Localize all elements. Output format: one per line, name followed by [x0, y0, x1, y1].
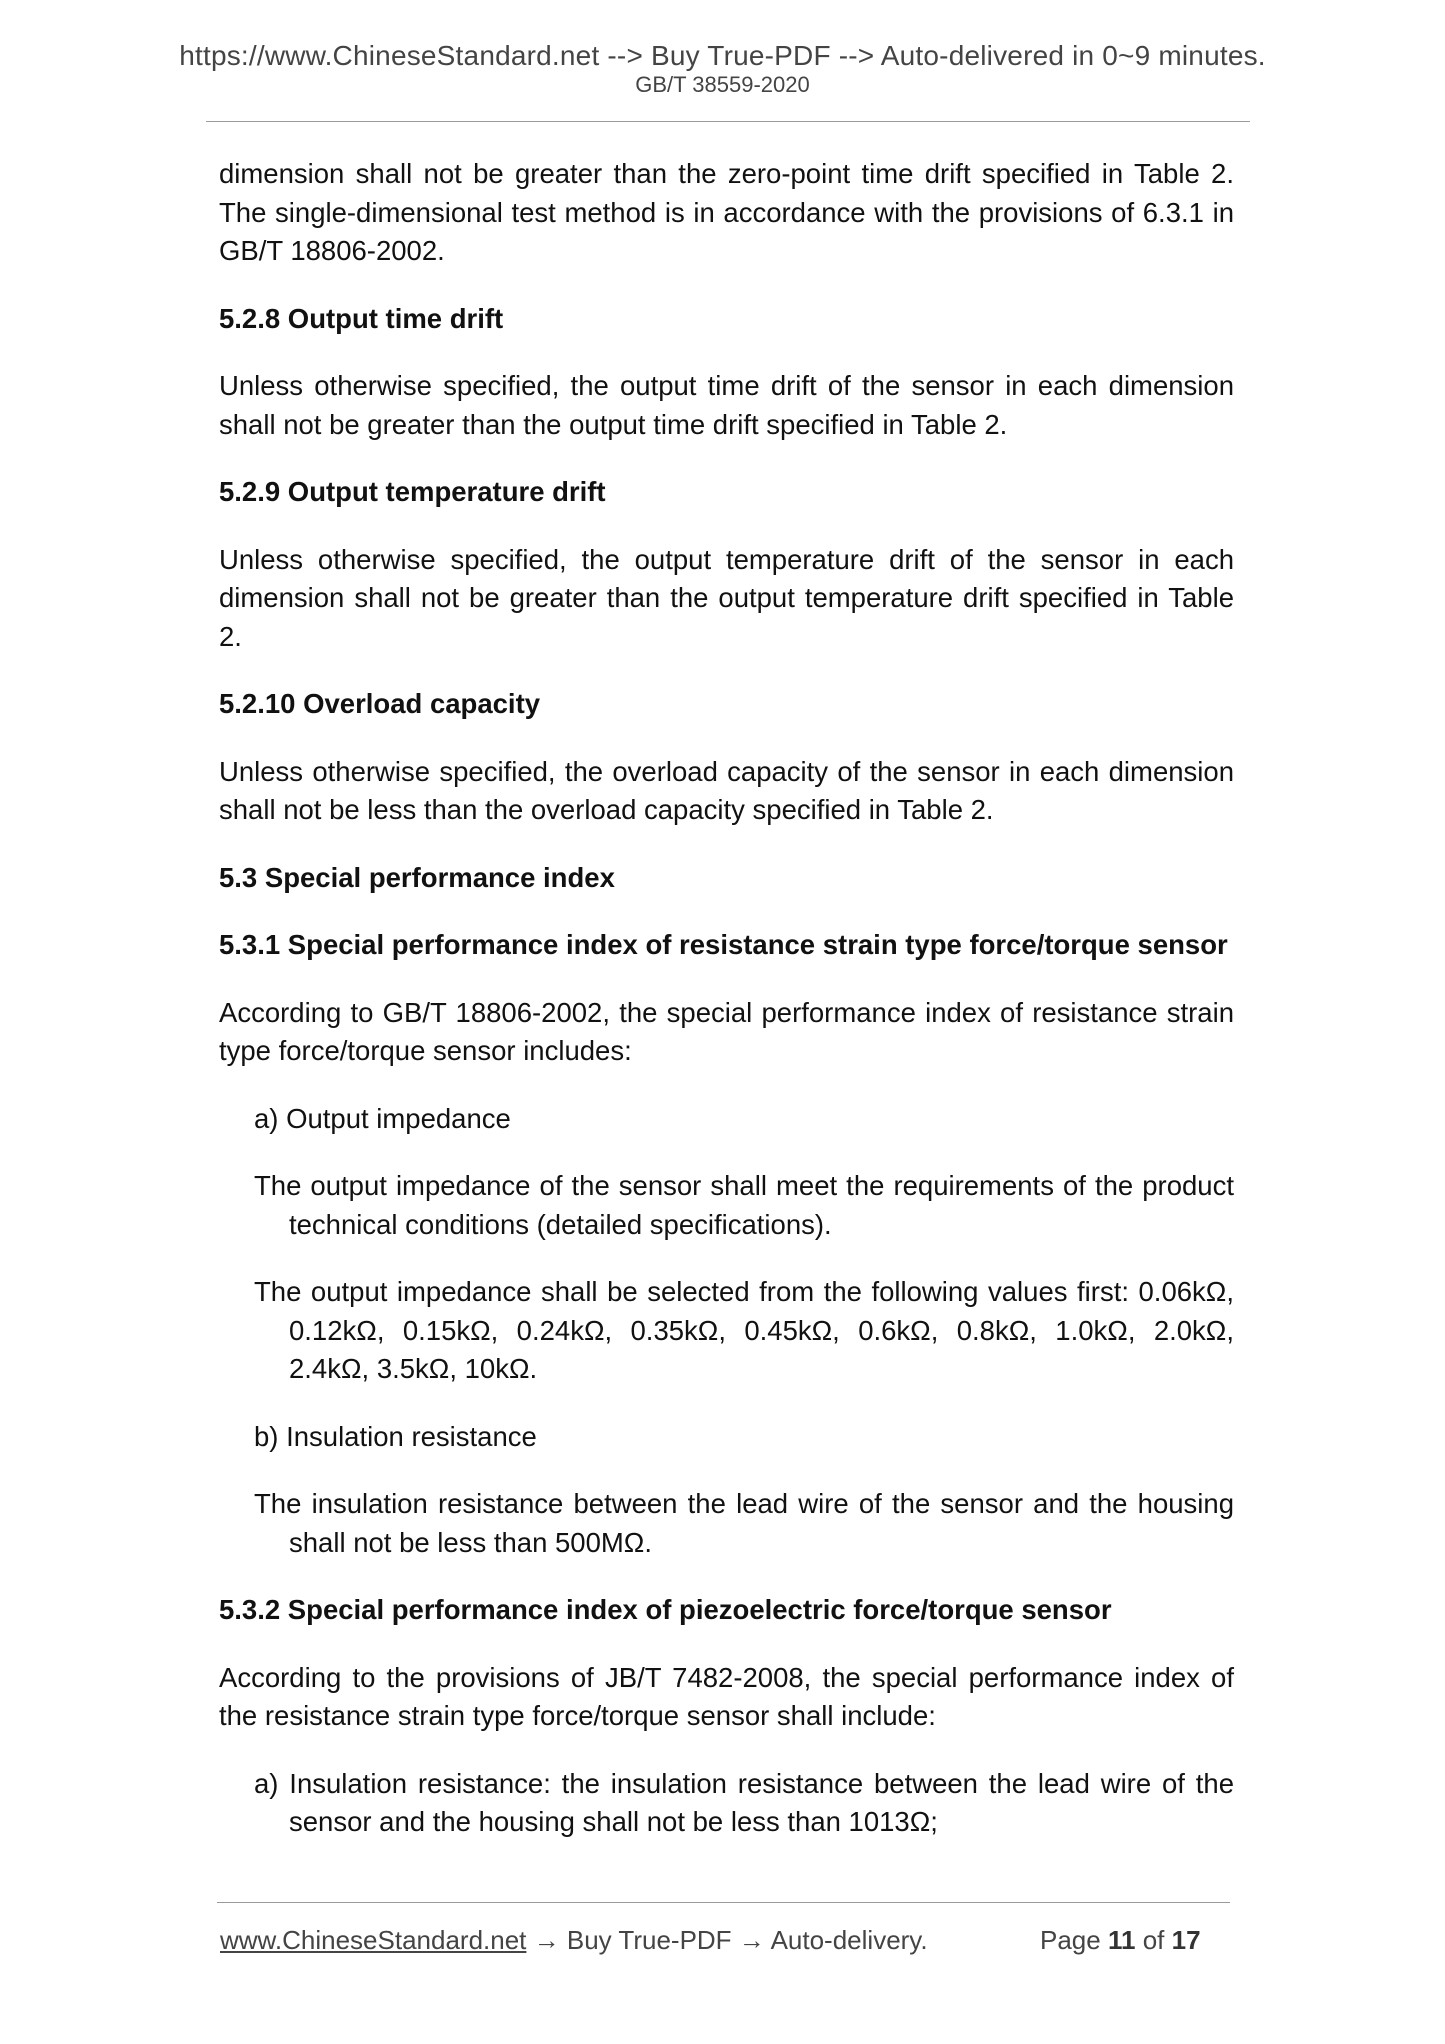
page-body — [219, 155, 1234, 1842]
paragraph-5-2-9: Unless otherwise specified, the output temperature drift of the sensor in each dimension shall not be greater than the output temperature drift specified in Table 2. — [219, 543, 1234, 652]
heading-5-2-8: 5.2.8 Output time drift — [219, 302, 504, 334]
standard-code: GB/T 38559-2020 — [635, 72, 810, 97]
list-item-5-3-2-a: a) Insulation resistance: the insulation resistance between the lead wire of the sensor and the housing shall not be less than 1013Ω; — [254, 1767, 1234, 1837]
page-indicator — [1040, 1924, 1201, 1956]
list-item-b: b) Insulation resistance — [254, 1420, 537, 1452]
paragraph-5-2-8: Unless otherwise specified, the output time drift of the sensor in each dimension shall not be greater than the output time drift specified in Table 2. — [219, 370, 1234, 440]
paragraph-5-2-10: Unless otherwise specified, the overload capacity of the sensor in each dimension shall not be less than the overload capacity specified in Table 2. — [219, 755, 1234, 825]
heading-5-3-1: 5.3.1 Special performance index of resistance strain type force/torque sensor — [219, 929, 1228, 960]
page-total: 17 — [1171, 1925, 1201, 1955]
list-item-a: a) Output impedance — [254, 1102, 511, 1134]
header-divider — [206, 121, 1250, 122]
footer-left — [220, 1924, 928, 1956]
paragraph-5-3-1: According to GB/T 18806-2002, the special performance index of resistance strain type force/torque sensor includes: — [219, 996, 1234, 1066]
heading-5-3: 5.3 Special performance index — [219, 861, 615, 893]
heading-5-3-2: 5.3.2 Special performance index of piezoelectric force/torque sensor — [219, 1594, 1112, 1625]
paragraph-output-impedance-requirement: The output impedance of the sensor shall meet the requirements of the product technical conditions (detailed specifications). — [254, 1170, 1234, 1240]
paragraph-output-impedance-values: The output impedance shall be selected from the following values first: 0.06kΩ, 0.12kΩ, 0.15kΩ, 0.24kΩ, 0.35kΩ, 0.45kΩ, 0.6kΩ, 0.8kΩ, 1.0kΩ, 2.0kΩ, 2.4kΩ, 3.5kΩ, 10kΩ. — [254, 1276, 1234, 1384]
footer-divider — [217, 1902, 1230, 1903]
footer-site-link[interactable]: www.ChineseStandard.net — [220, 1925, 527, 1955]
paragraph-5-3-2: According to the provisions of JB/T 7482-2008, the special performance index of the resistance strain type force/torque sensor shall include: — [219, 1661, 1234, 1731]
page-word: Page — [1040, 1925, 1101, 1955]
of-word: of — [1142, 1925, 1165, 1955]
intro-paragraph: dimension shall not be greater than the zero-point time drift specified in Table 2. The single-dimensional test method is in accordance with the provisions of 6.3.1 in GB/T 18806-2002. — [219, 158, 1234, 266]
heading-5-2-10: 5.2.10 Overload capacity — [219, 688, 541, 719]
paragraph-insulation-resistance: The insulation resistance between the lead wire of the sensor and the housing shall not be less than 500MΩ. — [254, 1488, 1234, 1558]
source-banner: https://www.ChineseStandard.net --> Buy True-PDF --> Auto-delivered in 0~9 minutes. — [179, 40, 1266, 71]
page-number: 11 — [1107, 1925, 1136, 1955]
heading-5-2-9: 5.2.9 Output temperature drift — [219, 476, 606, 507]
footer-tagline: → Buy True-PDF → Auto-delivery. — [526, 1925, 928, 1955]
